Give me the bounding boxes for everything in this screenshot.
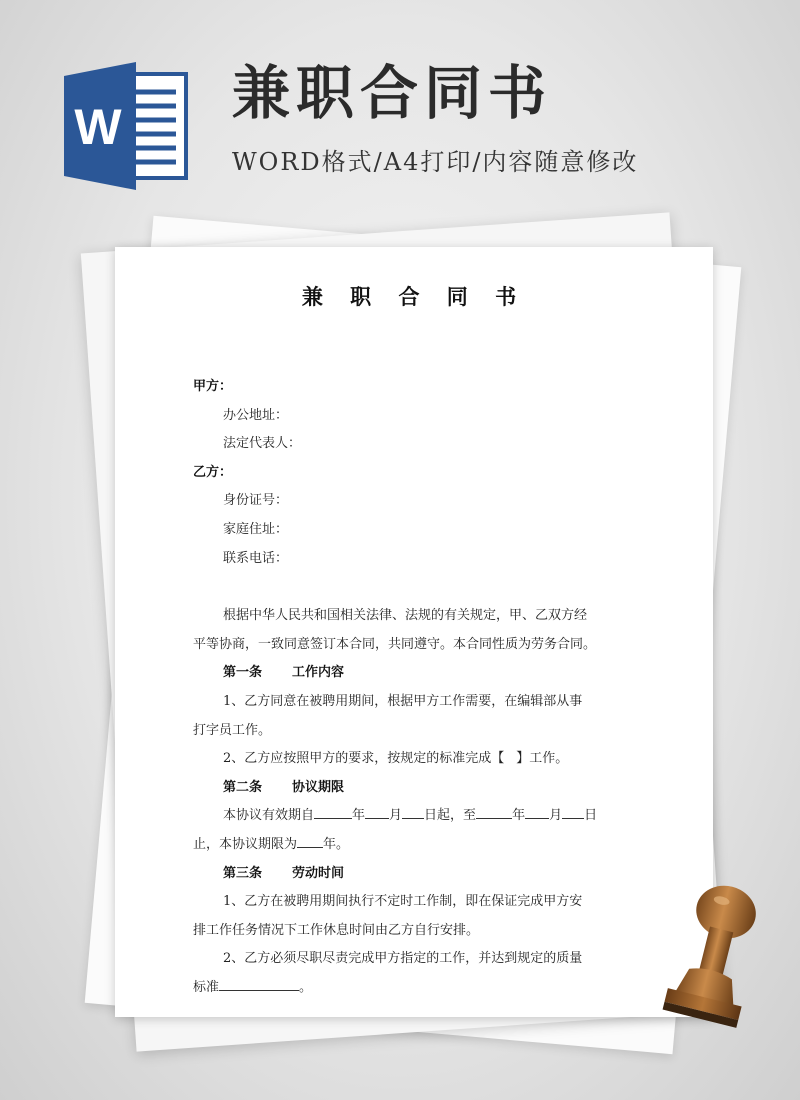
svg-text:W: W: [74, 99, 122, 155]
article-3-text: 排工作任务情况下工作休息时间由乙方自行安排。: [193, 922, 480, 938]
party-b-field: 联系电话：: [223, 550, 289, 566]
word-logo-icon: [62, 62, 190, 190]
party-a-label: 甲方：: [193, 379, 233, 394]
article-2-text: 止，本协议期限为 年。: [193, 831, 633, 860]
document-body: [193, 373, 633, 1002]
intro-text: 平等协商，一致同意签订本合同，共同遵守。本合同性质为劳务合同。: [193, 636, 597, 652]
article-3-heading: 第三条 劳动时间: [223, 865, 345, 881]
article-1-text: 1、乙方同意在被聘用期间，根据甲方工作需要，在编辑部从事: [223, 693, 583, 709]
party-a-field: 法定代表人：: [223, 436, 302, 452]
article-1-text: 2、乙方应按照甲方的要求，按规定的标准完成【 】工作。: [223, 751, 569, 767]
hero-subtitle: WORD格式/A4打印/内容随意修改: [232, 148, 639, 176]
intro-text: 根据中华人民共和国相关法律、法规的有关规定，甲、乙双方经: [223, 608, 588, 624]
article-3-text: 2、乙方必须尽职尽责完成甲方指定的工作，并达到规定的质量: [223, 951, 583, 967]
document-title: 兼 职 合 同 书: [301, 284, 527, 309]
party-a-field: 办公地址：: [223, 407, 289, 423]
article-1-heading: 第一条 工作内容: [223, 665, 345, 681]
party-b-field: 身份证号：: [223, 493, 289, 509]
article-2-text: 本协议有效期自 年 月 日起，至 年 月 日: [193, 802, 633, 831]
document-page: [115, 247, 713, 1017]
article-3-text: 1、乙方在被聘用期间执行不定时工作制，即在保证完成甲方安: [223, 894, 583, 910]
hero-title: 兼职合同书: [232, 59, 553, 127]
article-2-heading: 第二条 协议期限: [223, 779, 345, 795]
party-b-label: 乙方：: [193, 464, 233, 480]
wooden-stamp-icon: [652, 880, 770, 1040]
article-3-text: 标准 。: [193, 974, 633, 1003]
article-1-text: 打字员工作。: [193, 722, 272, 738]
party-b-field: 家庭住址：: [223, 521, 289, 537]
